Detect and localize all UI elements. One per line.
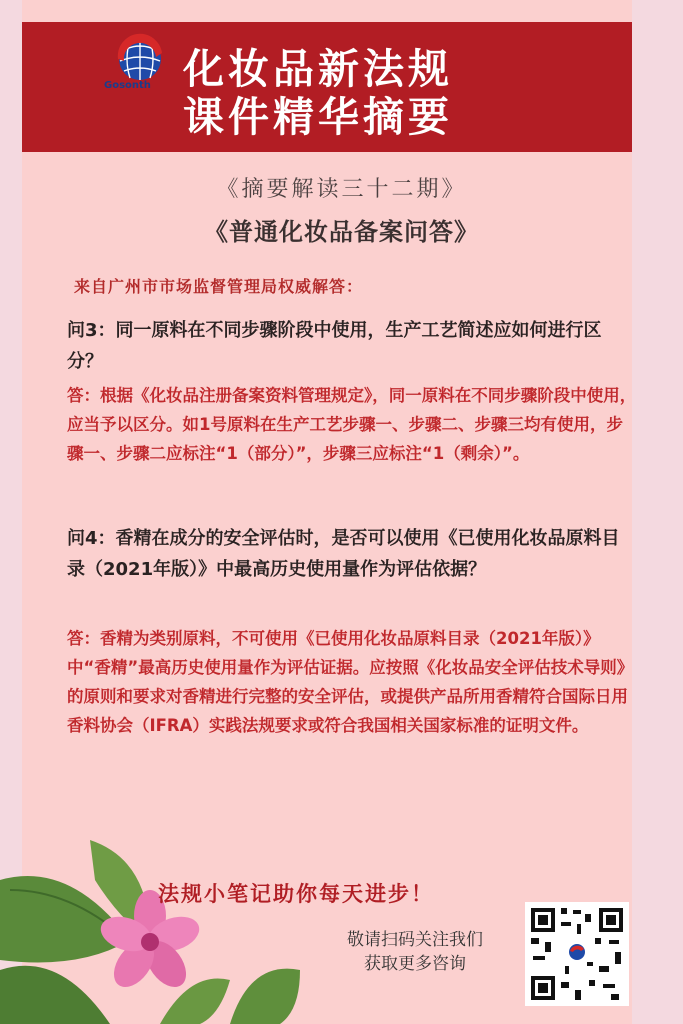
header-title-line2: 课件精华摘要 — [183, 93, 453, 141]
follow-line-1: 敬请扫码关注我们 — [347, 930, 483, 950]
issue-number: 《摘要解读三十二期》 — [216, 177, 467, 202]
question-3: 问3：同一原料在不同步骤阶段中使用，生产工艺简述应如何进行区分？ — [67, 320, 602, 372]
logo-text: Gosonth — [104, 80, 151, 91]
qr-code[interactable] — [525, 902, 629, 1006]
follow-text — [305, 928, 525, 976]
answer-4: 答：香精为类别原料，不可使用《已使用化妆品原料目录（2021年版）》中“香精”最高历史使用量作为评估证据。应按照《化妆品安全评估技术导则》的原则和要求对香精进行完整的安全评估，或提供产品所用香精符合国际日用香料协会（IFRA）实践法规要求或符合我国相关国家标准的证明文件。 — [67, 629, 634, 735]
company-logo — [100, 33, 180, 103]
source-line: 来自广州市市场监督管理局权威解答： — [74, 277, 364, 296]
follow-line-2: 获取更多咨询 — [364, 954, 466, 974]
topic-title: 《普通化妆品备案问答》 — [204, 218, 479, 246]
question-4: 问4：香精在成分的安全评估时，是否可以使用《已使用化妆品原料目录（2021年版）》中最高历史使用量作为评估依据？ — [67, 528, 620, 580]
answer-3: 答：根据《化妆品注册备案资料管理规定》，同一原料在不同步骤阶段中使用，应当予以区分。如1号原料在生产工艺步骤一、步骤二、步骤三均有使用，步骤一、步骤二应标注“1（部分）”，步骤三应标注“1（剩余）”。 — [67, 386, 637, 463]
flower-leaves-decoration — [0, 820, 340, 1024]
header-title-line1: 化妆品新法规 — [183, 45, 453, 93]
slogan: 法规小笔记助你每天进步！ — [158, 882, 434, 906]
